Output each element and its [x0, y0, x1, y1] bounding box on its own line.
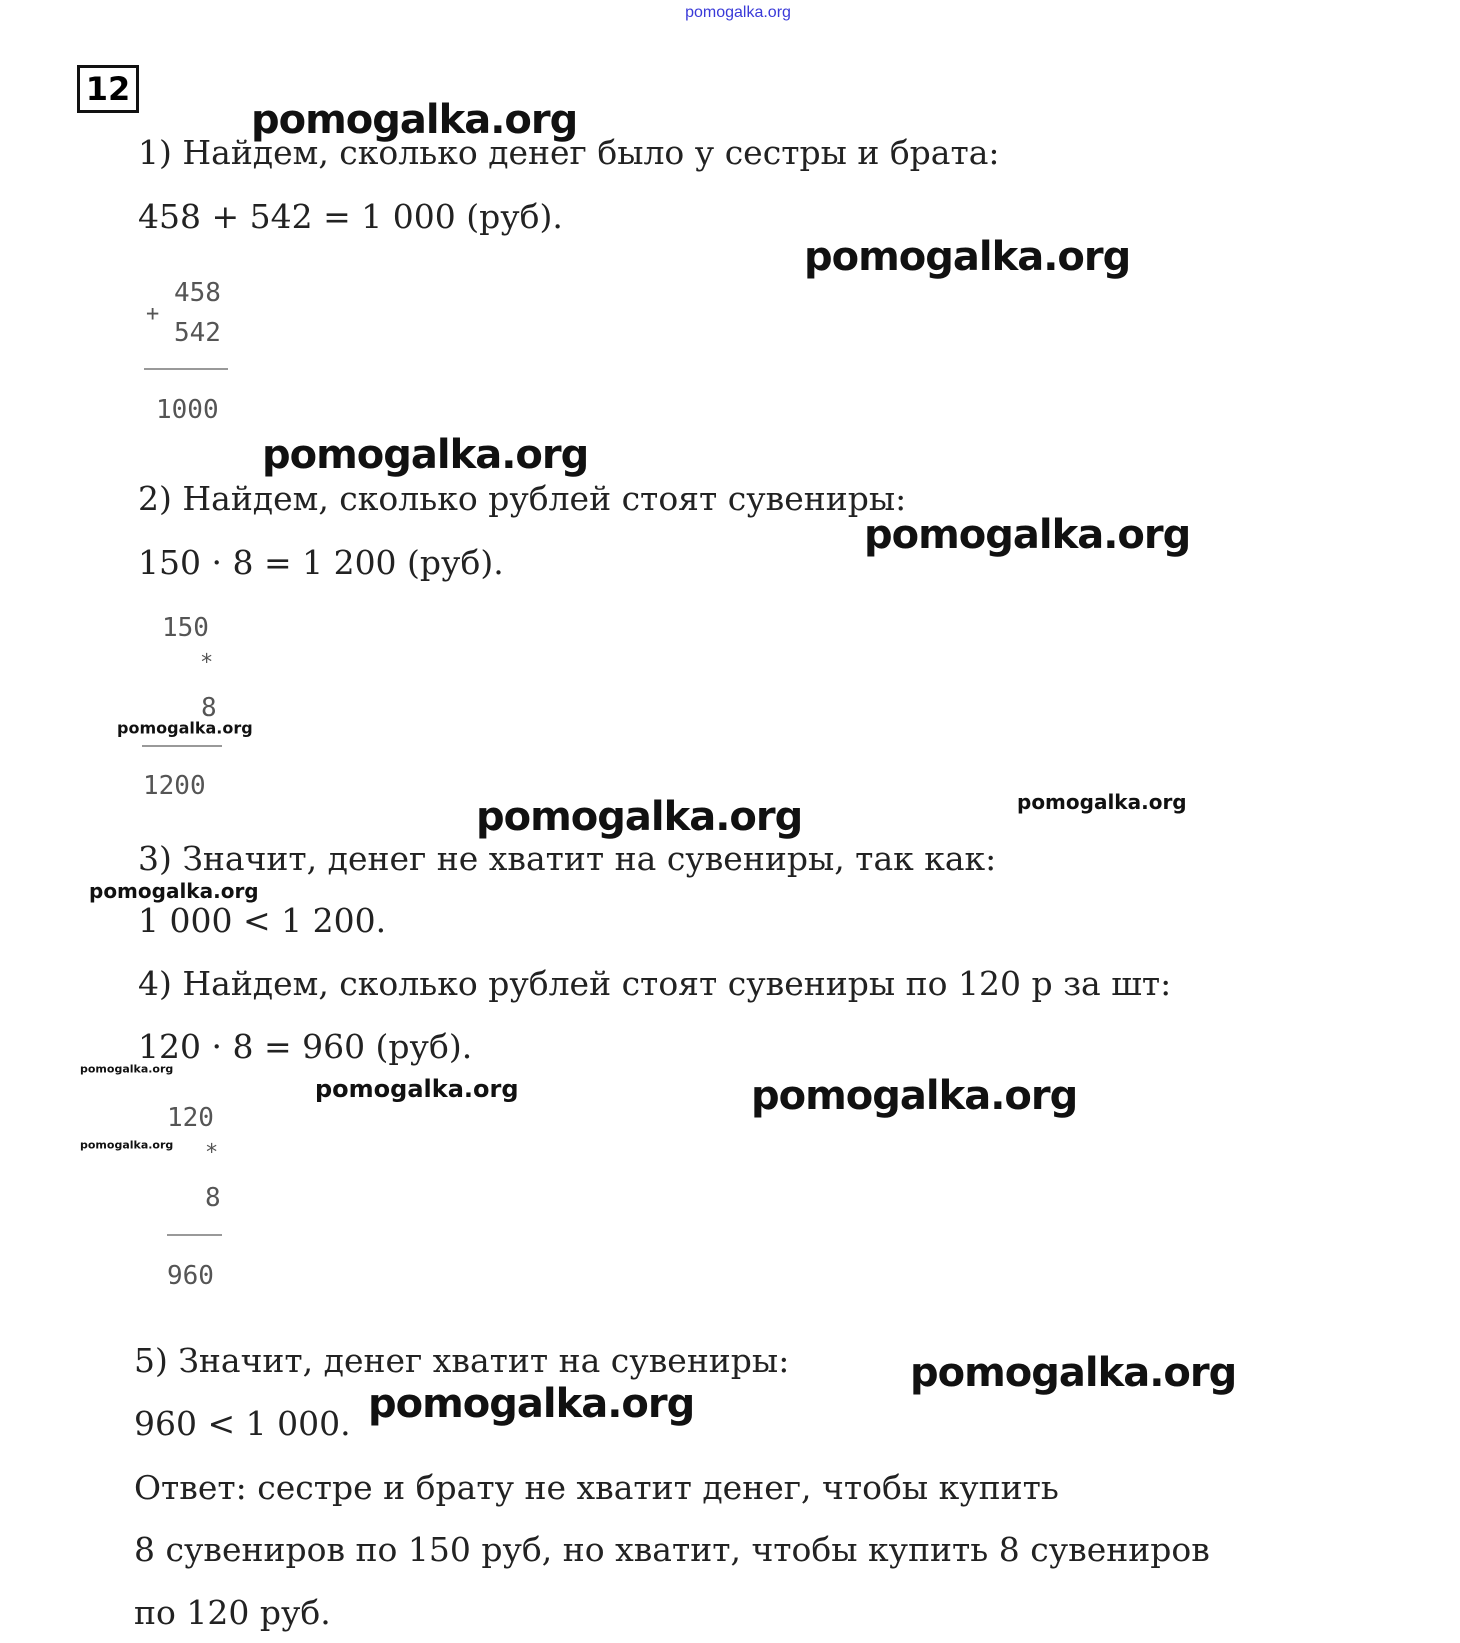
addend-2: 542 — [174, 318, 221, 348]
sum-result: 1000 — [156, 395, 219, 425]
product-result: 960 — [167, 1261, 214, 1291]
factor-2: 8 — [205, 1183, 221, 1213]
watermark: pomogalka.org — [864, 512, 1191, 558]
product-result: 1200 — [143, 771, 206, 801]
step-2: 2) Найдем, сколько рублей стоят сувениры: — [138, 479, 907, 518]
watermark-tiny: pomogalka.org — [80, 1138, 174, 1152]
answer-line-1: Ответ: сестре и брату не хватит денег, чтобы купить — [134, 1468, 1059, 1507]
answer-line-3: по 120 руб. — [134, 1593, 331, 1632]
equation-2: 150 · 8 = 1 200 (руб). — [138, 543, 504, 582]
comparison-2: 960 < 1 000. — [134, 1404, 351, 1443]
sum-rule — [144, 368, 228, 370]
watermark: pomogalka.org — [804, 234, 1131, 280]
watermark-small: pomogalka.org — [89, 879, 259, 903]
times-sign: * — [205, 1140, 219, 1166]
comparison-1: 1 000 < 1 200. — [138, 901, 387, 940]
watermark: pomogalka.org — [476, 794, 803, 840]
step-4: 4) Найдем, сколько рублей стоят сувениры по 120 р за шт: — [138, 964, 1172, 1003]
addend-1: 458 — [174, 278, 221, 308]
watermark: pomogalka.org — [262, 432, 589, 478]
step-3: 3) Значит, денег не хватит на сувениры, так как: — [138, 839, 997, 878]
equation-3: 120 · 8 = 960 (руб). — [138, 1027, 473, 1066]
watermark-tiny: pomogalka.org — [80, 1062, 174, 1076]
watermark-small: pomogalka.org — [117, 718, 253, 738]
equation-1: 458 + 542 = 1 000 (руб). — [138, 197, 563, 236]
task-number: 12 — [77, 65, 139, 113]
watermark-small: pomogalka.org — [315, 1075, 519, 1103]
plus-sign: + — [146, 301, 160, 327]
watermark: pomogalka.org — [368, 1381, 695, 1427]
watermark: pomogalka.org — [751, 1073, 1078, 1119]
product-rule — [142, 745, 222, 747]
step-1: 1) Найдем, сколько денег было у сестры и брата: — [138, 133, 1000, 172]
times-sign: * — [200, 650, 214, 676]
watermark-small: pomogalka.org — [1017, 790, 1187, 814]
watermark: pomogalka.org — [910, 1350, 1237, 1396]
factor-1: 150 — [162, 613, 209, 643]
top-watermark: pomogalka.org — [685, 4, 791, 21]
answer-line-2: 8 сувениров по 150 руб, но хватит, чтобы купить 8 сувениров — [134, 1530, 1210, 1569]
step-5: 5) Значит, денег хватит на сувениры: — [134, 1341, 790, 1380]
watermark: pomogalka.org — [251, 97, 578, 143]
factor-1: 120 — [167, 1103, 214, 1133]
factor-2: 8 — [201, 693, 217, 723]
product-rule — [167, 1234, 222, 1236]
